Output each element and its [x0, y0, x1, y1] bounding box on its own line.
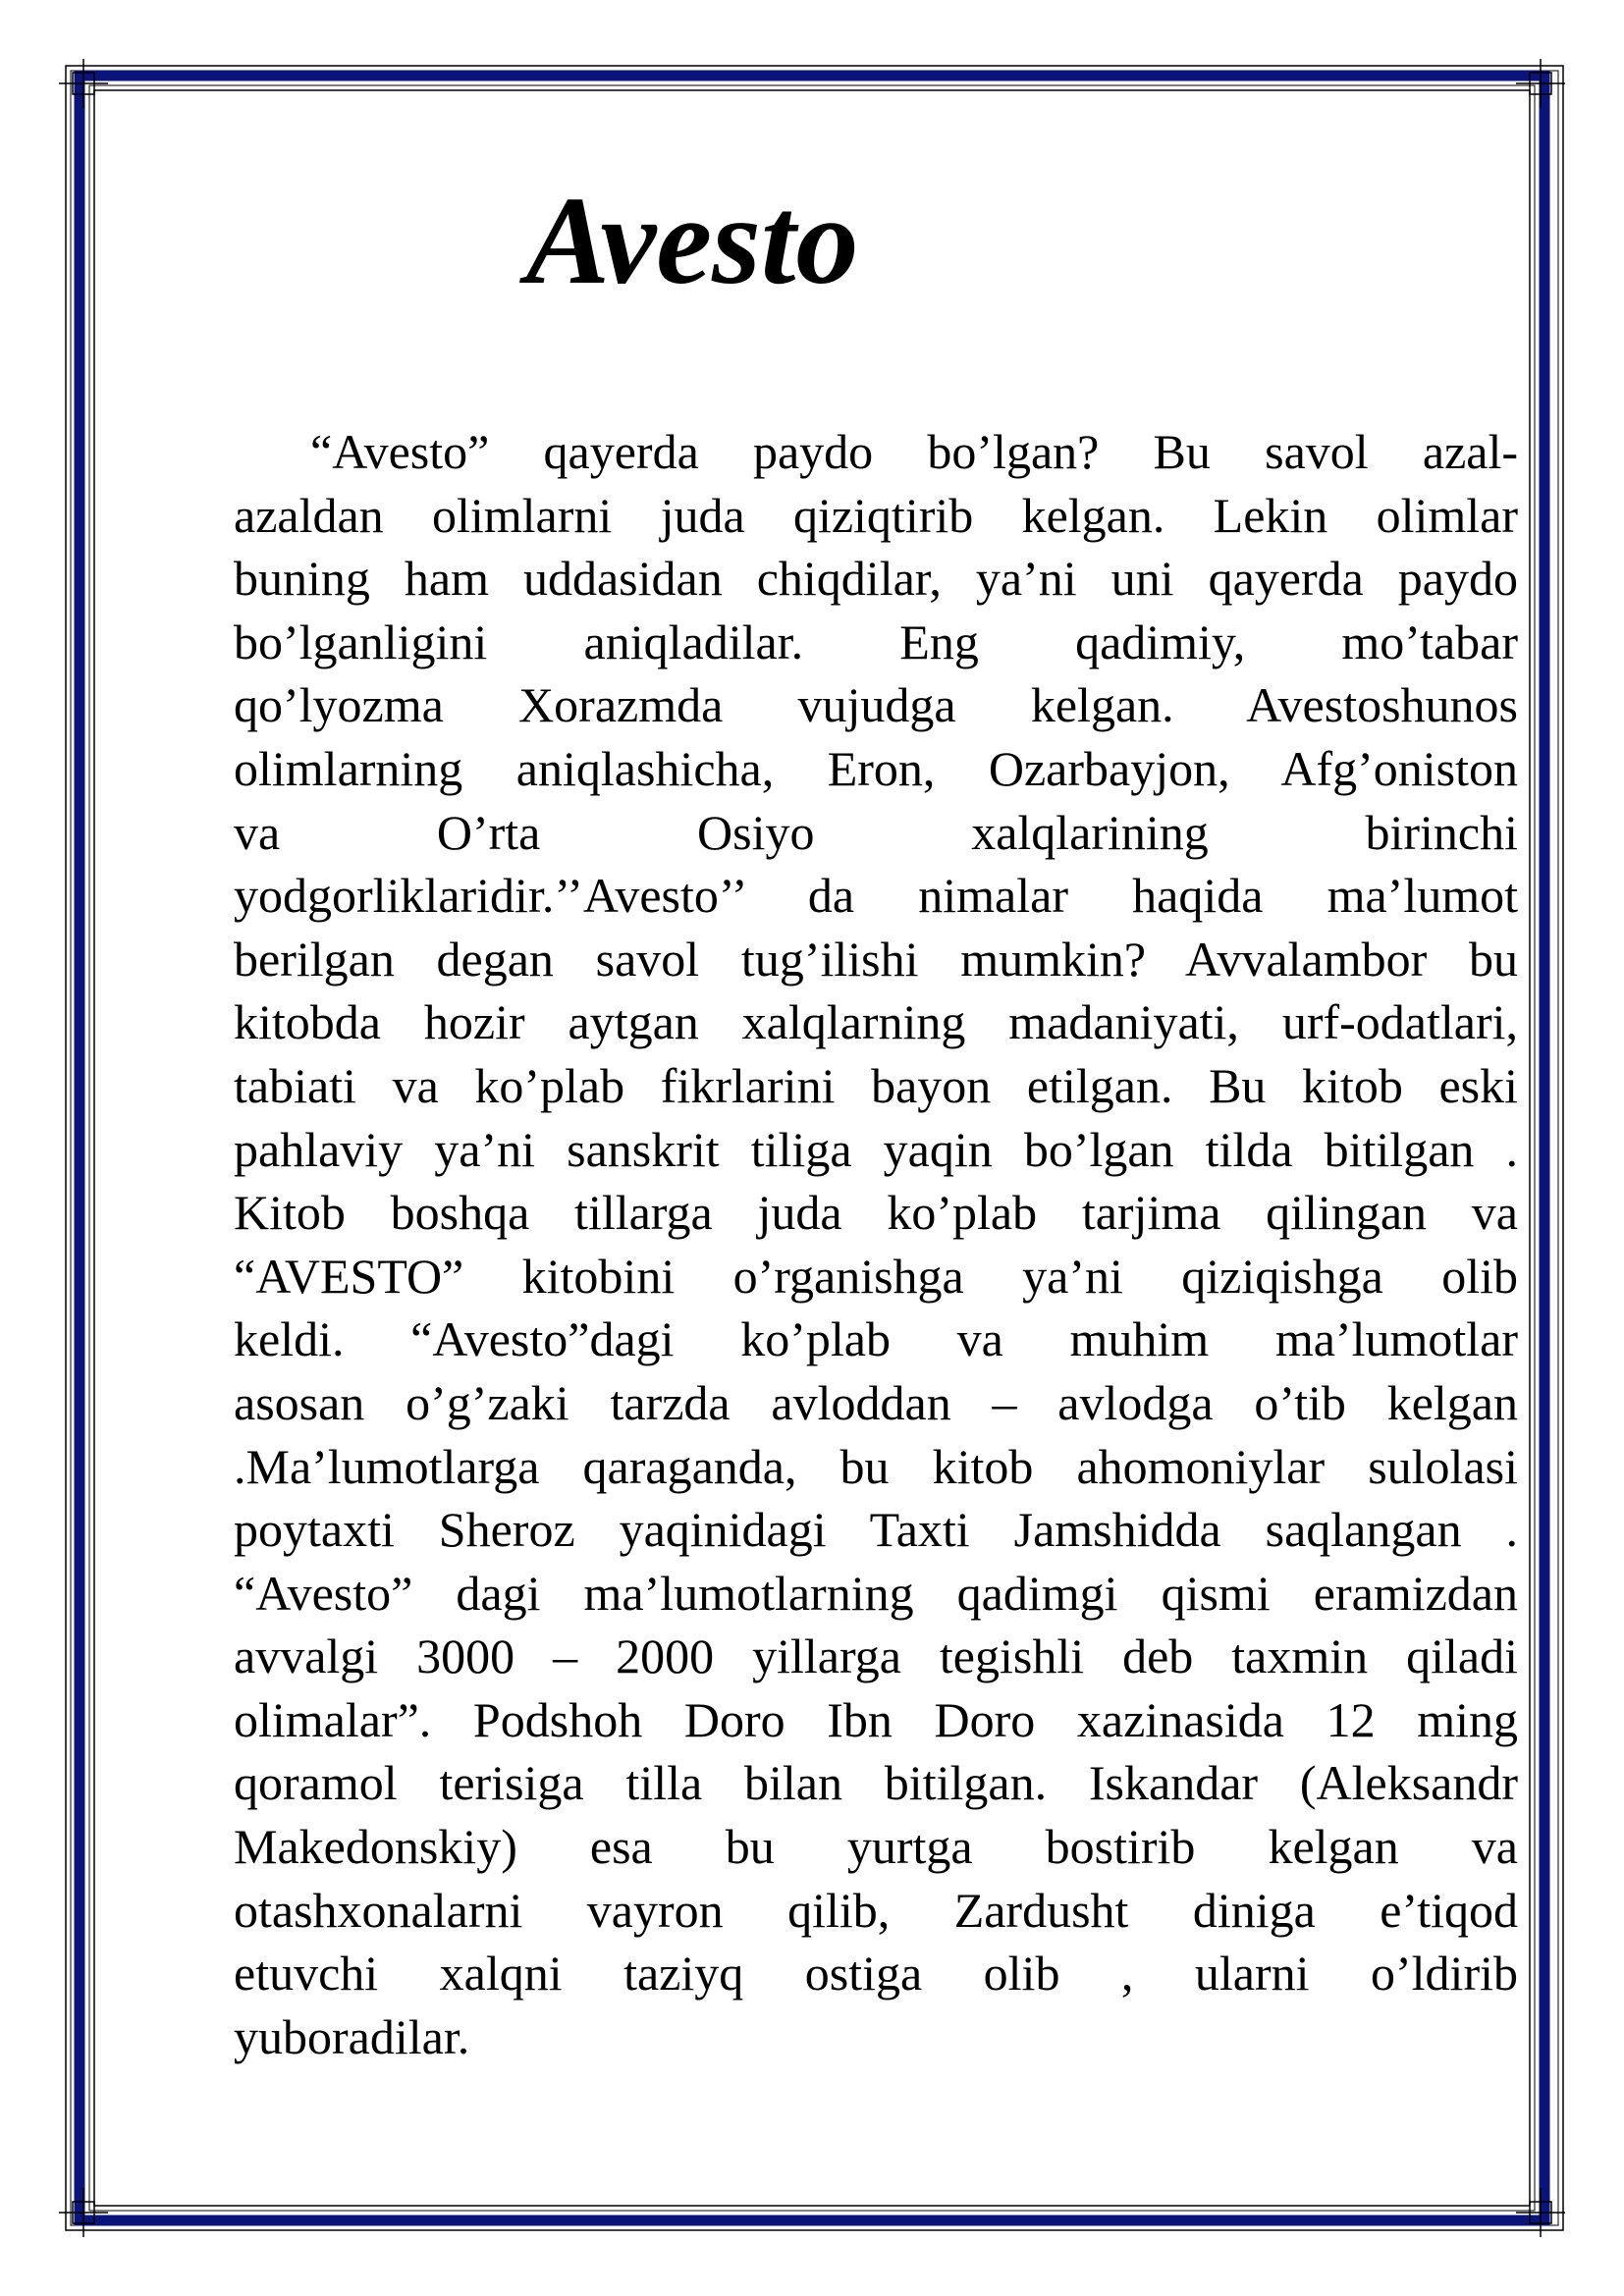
paragraph-line: buning ham uddasidan chiqdilar, ya’ni uni qayerda paydo	[234, 551, 1518, 607]
paragraph-line: “Avesto” qayerda paydo bo’lgan? Bu savol azal-	[310, 424, 1518, 479]
paragraph-line: “Avesto” dagi ma’lumotlarning qadimgi qismi eramizdan	[234, 1565, 1518, 1621]
paragraph-line: berilgan degan savol tug’ilishi mumkin? Avvalambor bu	[234, 931, 1518, 987]
paragraph-line: va O’rta Osiyo xalqlarining birinchi	[234, 804, 1518, 860]
paragraph-line: pahlaviy ya’ni sanskrit tiliga yaqin bo’lgan tilda bitilgan .	[234, 1121, 1518, 1177]
body-paragraph	[234, 420, 1518, 2068]
paragraph-line: bo’lganligini aniqladilar. Eng qadimiy, mo’tabar	[234, 614, 1518, 669]
paragraph-line: tabiati va ko’plab fikrlarini bayon etilgan. Bu kitob eski	[234, 1057, 1518, 1113]
paragraph-line: olimlarning aniqlashicha, Eron, Ozarbayjon, Afg’oniston	[234, 740, 1518, 796]
paragraph-line: azaldan olimlarni juda qiziqtirib kelgan. Lekin olimlar	[234, 487, 1518, 543]
paragraph-line: avvalgi 3000 – 2000 yillarga tegishli deb taxmin qiladi	[234, 1629, 1518, 1684]
paragraph-line: olimalar”. Podshoh Doro Ibn Doro xazinasida 12 ming	[234, 1691, 1518, 1747]
paragraph-line: poytaxti Sheroz yaqinidagi Taxti Jamshidda saqlangan .	[234, 1502, 1518, 1558]
paragraph-line: keldi. “Avesto”dagi ko’plab va muhim ma’lumotlar	[234, 1311, 1518, 1367]
paragraph-line: “AVESTO” kitobini o’rganishga ya’ni qiziqishga olib	[234, 1248, 1518, 1304]
paragraph-line: yuboradilar.	[234, 2008, 470, 2064]
paragraph-line: qoramol terisiga tilla bilan bitilgan. Iskandar (Aleksandr	[234, 1755, 1518, 1811]
paragraph-line: qo’lyozma Xorazmda vujudga kelgan. Avestoshunos	[234, 677, 1518, 733]
paragraph-line: etuvchi xalqni taziyq ostiga olib , ularni o’ldirib	[234, 1946, 1518, 2002]
paragraph-line: yodgorliklaridir.’’Avesto’’ da nimalar haqida ma’lumot	[234, 868, 1518, 924]
paragraph-line: Kitob boshqa tillarga juda ko’plab tarjima qilingan va	[234, 1185, 1518, 1241]
paragraph-line: asosan o’g’zaki tarzda avloddan – avlodga o’tib kelgan	[234, 1374, 1518, 1430]
paragraph-line: kitobda hozir aytgan xalqlarning madaniyati, urf-odatlari,	[234, 994, 1518, 1050]
paragraph-line: otashxonalarni vayron qilib, Zardusht diniga e’tiqod	[234, 1882, 1518, 1938]
page-title: Avesto	[525, 171, 859, 310]
paragraph-line: .Ma’lumotlarga qaraganda, bu kitob ahomoniylar sulolasi	[234, 1438, 1518, 1494]
paragraph-line: Makedonskiy) esa bu yurtga bostirib kelgan va	[234, 1819, 1518, 1875]
